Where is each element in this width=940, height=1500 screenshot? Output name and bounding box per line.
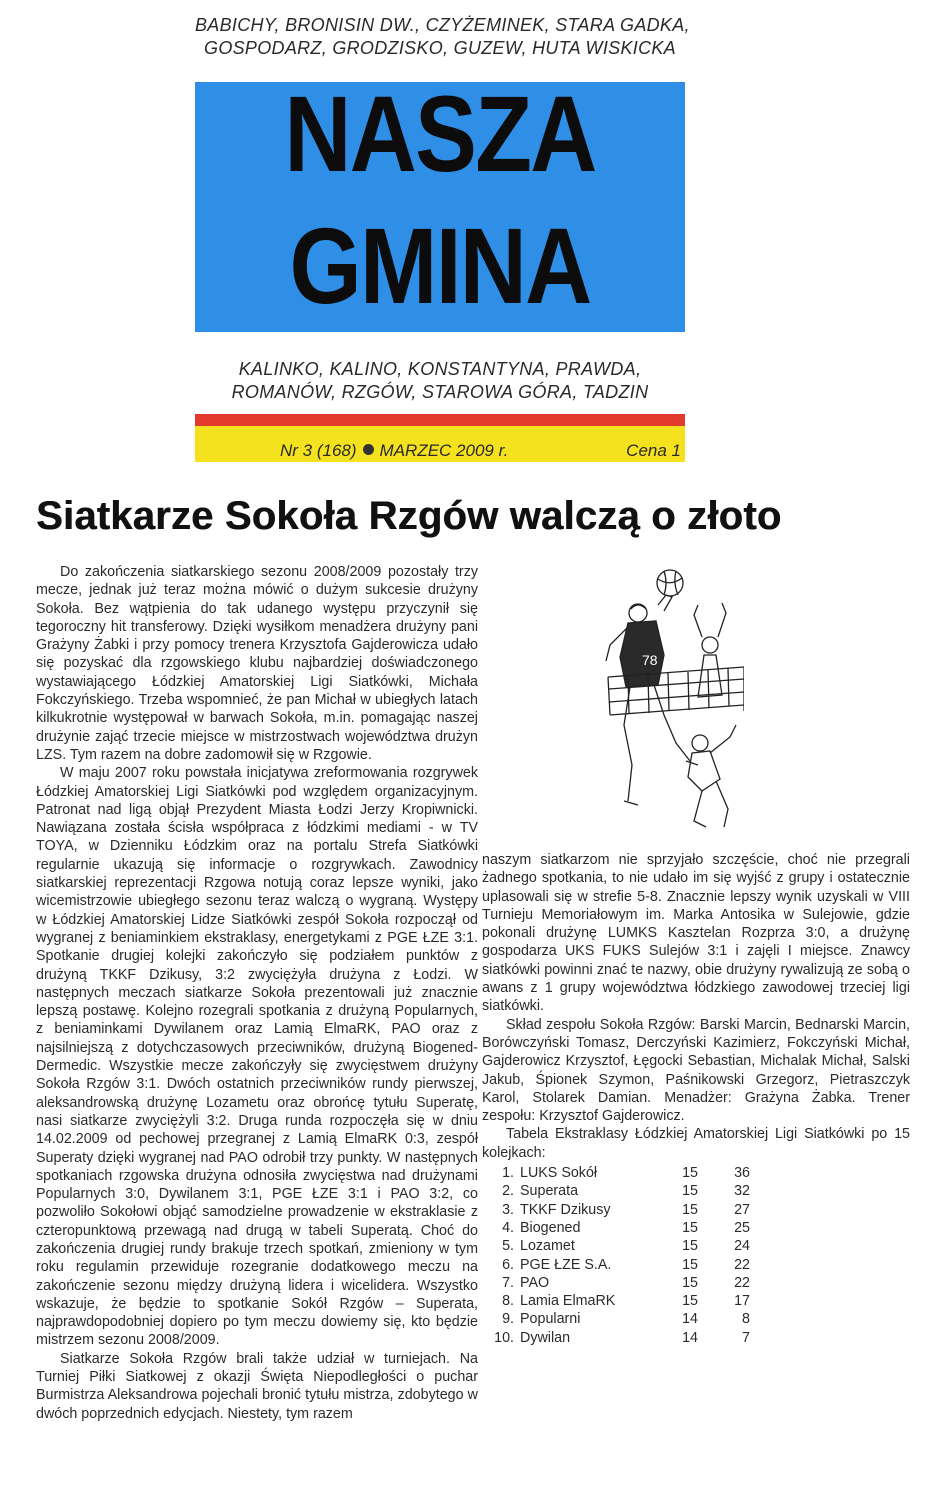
masthead-title-line2: GMINA — [289, 205, 591, 326]
issue-date: MARZEC 2009 r. — [379, 441, 509, 460]
table-cell-position: 1. — [502, 1165, 514, 1182]
bullet-icon — [363, 444, 374, 455]
villages-top-line: GOSPODARZ, GRODZISKO, GUZEW, HUTA WISKICKA — [204, 38, 676, 58]
table-cell-team: Biogened — [520, 1219, 581, 1236]
table-row — [482, 1292, 910, 1310]
article-headline: Siatkarze Sokoła Rzgów walczą o złoto — [36, 494, 782, 538]
table-row — [482, 1274, 910, 1292]
table-caption: Tabela Ekstraklasy Łódzkiej Amatorskiej Ligi Siatkówki po 15 kolejkach: — [482, 1126, 910, 1161]
svg-text:78: 78 — [642, 652, 658, 668]
table-cell-points: 8 — [742, 1311, 750, 1328]
table-cell-team: Dywilan — [520, 1329, 571, 1346]
table-cell-position: 10. — [494, 1329, 514, 1346]
table-cell-points: 25 — [734, 1219, 750, 1236]
table-cell-points: 24 — [734, 1238, 750, 1255]
table-row — [482, 1219, 910, 1237]
masthead-red-stripe — [195, 414, 685, 426]
table-cell-team: Superata — [520, 1183, 579, 1200]
table-cell-points: 17 — [734, 1293, 750, 1310]
table-cell-points: 36 — [734, 1165, 750, 1182]
table-cell-games: 14 — [682, 1329, 698, 1346]
table-row — [482, 1310, 910, 1328]
table-cell-team: Popularni — [520, 1311, 581, 1328]
table-cell-games: 15 — [682, 1238, 698, 1255]
table-cell-position: 5. — [502, 1238, 514, 1255]
table-cell-games: 15 — [682, 1256, 698, 1273]
table-cell-games: 14 — [682, 1311, 698, 1328]
issue-number: Nr 3 (168) — [280, 441, 357, 460]
table-cell-position: 8. — [502, 1293, 514, 1310]
table-cell-team: PGE ŁZE S.A. — [520, 1256, 612, 1273]
table-cell-position: 3. — [502, 1201, 514, 1218]
table-cell-games: 15 — [682, 1201, 698, 1218]
villages-top — [195, 14, 690, 60]
table-cell-position: 4. — [502, 1219, 514, 1236]
table-cell-games: 15 — [682, 1183, 698, 1200]
article-paragraph: Do zakończenia siatkarskiego sezonu 2008/2009 pozostały trzy mecze, jednak już teraz można mówić o dużym sukcesie drużyny Sokoła. Bez wątpienia do tak udanego występu przyczynił się tegoroczny hit transferowy. Dzięki wysiłkom menadżera drużyny pani Grażyny Żabki i przy pomocy trenera Krzysztofa Gajderowicza udało się pozyskać dla rzgowskiego klubu najbardziej doświadczonego wystawiającego Łódzkiej Amatorskiej Ligi Siatkówki, Michała Fokczyńskiego. Trzeba wspomnieć, że pan Michał w ubiegłych latach kilkukrotnie występował w barwach Sokoła, m.in. pomagając naszej drużynie zająć trzecie miejsce w mistrzostwach województwa drużyn LZS. Tym razem na dobre zadomowił się w Rzgowie. — [36, 564, 478, 763]
volleyball-players-illustration — [598, 565, 744, 835]
table-row — [482, 1182, 910, 1200]
masthead — [195, 0, 690, 462]
table-row — [482, 1164, 910, 1182]
table-cell-points: 22 — [734, 1274, 750, 1291]
table-cell-games: 15 — [682, 1219, 698, 1236]
table-cell-team: Lozamet — [520, 1238, 575, 1255]
article-paragraph: Skład zespołu Sokoła Rzgów: Barski Marcin, Bednarski Marcin, Borówczyński Tomasz, Derczyński Kazimierz, Fokczyński Michał, Gajderowicz Krzysztof, Łęgocki Sebastian, Michalak Michał, Salski Jakub, Śpionek Szymon, Paśnikowski Grzegorz, Pietraszczyk Karol, Stolarek Damian. Menadżer: Grażyna Żabka. Trener zespołu: Krzysztof Gajderowicz. — [482, 1016, 910, 1125]
table-row — [482, 1237, 910, 1255]
league-table — [482, 1164, 910, 1347]
table-cell-position: 2. — [502, 1183, 514, 1200]
table-cell-points: 27 — [734, 1201, 750, 1218]
villages-top-line: BABICHY, BRONISIN DW., CZYŻEMINEK, STARA GADKA, — [195, 15, 690, 35]
villages-bottom-line: ROMANÓW, RZGÓW, STAROWA GÓRA, TADZIN — [231, 382, 649, 402]
issue-price: Cena 1 — [626, 441, 681, 460]
table-cell-position: 9. — [502, 1311, 514, 1328]
table-cell-team: Lamia ElmaRK — [520, 1293, 616, 1310]
masthead-title-line1: NASZA — [284, 73, 596, 194]
table-row — [482, 1256, 910, 1274]
article-paragraph: Siatkarze Sokoła Rzgów brali także udział w turniejach. Na Turniej Piłki Siatkowej z okazji Święta Niepodległości o puchar Burmistrza Aleksandrowa pojechali bronić tytułu mistrza, zdobytego w dwóch poprzednich edycjach. Niestety, tym razem — [36, 1350, 478, 1422]
table-row — [482, 1201, 910, 1219]
table-cell-team: PAO — [520, 1274, 550, 1291]
villages-bottom — [195, 358, 685, 404]
table-cell-games: 15 — [682, 1165, 698, 1182]
table-cell-points: 22 — [734, 1256, 750, 1273]
issue-info — [280, 441, 508, 461]
article-paragraph: W maju 2007 roku powstała inicjatywa zreformowania rozgrywek Łódzkiej Amatorskiej Ligi Siatkówki pod względem organizacyjnym. Patronat nad ligą objął Prezydent Miasta Łodzi Jerzy Kropiwnicki. Nawiązana została ścisła współpraca z łódzkimi mediami - w TV TOYA, w Dzienniku Łódzkim oraz na portalu Strefa Siatkówki regularnie ukazują się informacje o rozgrywkach. Zawodnicy siatkarskiej reprezentacji Rzgowa notują coraz lepsze wyniki, jako wicemistrzowie ubiegłego sezonu teraz walczą o wygraną. Występy w Łódzkiej Amatorskiej Lidze Siatkówki zespół Sokoła rozpoczął od wygranej z beniaminkiem ekstraklasy, energetykami z PGE ŁZE 3:1. Spotkanie drugiej kolejki zakończyło się podziałem punktów z drużyną TKKF Dzikusy, 3:2 zwyciężyła drużyna z Łodzi. W następnych meczach siatkarze Sokoła prezentowali już znacznie lepszą postawę. Kolejno rozegrali spotkania z drużyną Popularnych, z beniaminkami Dywilanem oraz Lamią ElmaRK, PAO oraz z najsilniejszą z dotychczasowych przeciwników, drużyną Biogened-Dermedic. Wszystkie mecze zakończyły się zwycięstwem drużyny Sokoła Rzgów 3:1. Dwóch ostatnich przeciwników rundy pierwszej, aleksandrowską drużynę Lozametu oraz obrońcę tytułu Superatę, nasi siatkarze zwyciężyli 3:2. Druga runda rozpoczęła się w dniu 14.02.2009 od pechowej przegranej z Lamią ElmaRK 0:3, zespół Superaty dzięki wygranej nad PAO odrobił trzy punkty. W następnych spotkaniach rzgowska drużyna odnosiła zwycięstwa nad drużynami Popularnych 3:0, Dywilanem 3:1, PGE ŁZE 3:1 i PAO 3:2, co pozwoliło Sokołowi objąć samodzielne prowadzenie w ekstraklasie z czteropunktową przewagą nad drugą w tabeli Superatą. Choć do zakończenia drugiej rundy brakuje trzech spotkań, zmieniony w tym roku regulamin przewiduje rozegranie dodatkowego meczu na zakończenie sezonu między drużyną lidera i wicelidera. Wszystko wskazuje, że będzie to spotkanie Sokół Rzgów – Superata, najprawdopodobniej dopiero po tym meczu dowiemy się, kto będzie mistrzem sezonu 2008/2009. — [36, 765, 478, 1349]
article-column-1 — [36, 563, 478, 1423]
table-cell-points: 32 — [734, 1183, 750, 1200]
table-cell-position: 6. — [502, 1256, 514, 1273]
villages-bottom-line: KALINKO, KALINO, KONSTANTYNA, PRAWDA, — [238, 359, 642, 379]
table-cell-position: 7. — [502, 1274, 514, 1291]
table-cell-games: 15 — [682, 1274, 698, 1291]
table-cell-team: LUKS Sokół — [520, 1165, 598, 1182]
table-cell-points: 7 — [742, 1329, 750, 1346]
table-row — [482, 1329, 910, 1347]
article-paragraph: naszym siatkarzom nie sprzyjało szczęście, choć nie przegrali żadnego spotkania, to nie udało im się wyjść z grupy i ostatecznie uplasowali się w strefie 5-8. Znacznie lepszy wynik uzyskali w VIII Turnieju Memoriałowym im. Marka Antosika w Sulejowie, gdzie pokonali drużynę LUMKS Kasztelan Rozprza 3:0, a drużynę gospodarza UKS FUKS Sulejów 3:1 i zajęli I miejsce. Znawcy siatkówki powinni znać te nazwy, obie drużyny rywalizują ze sobą o awans z 1 grupy województwa łódzkiego zawodowej trzeciej ligi siatkówki. — [482, 852, 910, 1015]
table-cell-games: 15 — [682, 1293, 698, 1310]
table-cell-team: TKKF Dzikusy — [520, 1201, 611, 1218]
article-column-2 — [482, 851, 910, 1347]
